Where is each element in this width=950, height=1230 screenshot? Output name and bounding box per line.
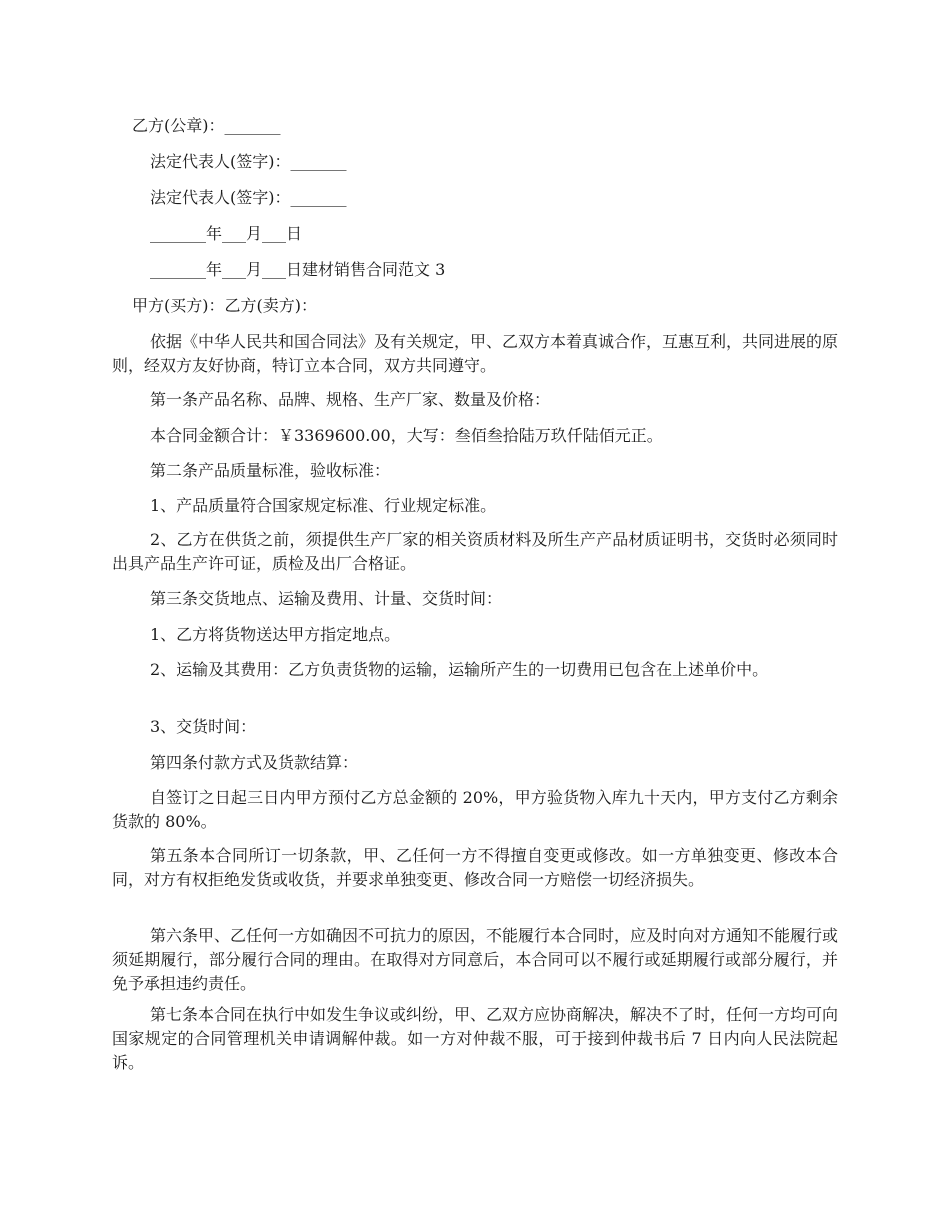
article-3-item-1: 1、乙方将货物送达甲方指定地点。 <box>150 625 401 644</box>
date-line-with-title: _______年___月___日建材销售合同范文 3 <box>150 260 446 279</box>
article-2-item-2: 2、乙方在供货之前，须提供生产厂家的相关资质材料及所生产产品材质证明书，交货时必须同时出具产品生产许可证，质检及出厂合格证。 <box>112 530 838 573</box>
article-4-title: 第四条付款方式及货款结算： <box>150 753 359 772</box>
legal-representative-signature-line: 法定代表人(签字)：_______ <box>150 152 347 171</box>
legal-representative-signature-line: 法定代表人(签字)：_______ <box>150 188 347 207</box>
article-2-title: 第二条产品质量标准，验收标准： <box>150 461 391 480</box>
article-5: 第五条本合同所订一切条款，甲、乙任何一方不得擅自变更或修改。如一方单独变更、修改本合同，对方有权拒绝发货或收货，并要求单独变更、修改合同一方赔偿一切经济损失。 <box>112 846 838 889</box>
article-3-title: 第三条交货地点、运输及费用、计量、交货时间： <box>150 589 503 608</box>
date-line: _______年___月___日 <box>150 224 303 243</box>
article-6: 第六条甲、乙任何一方如确因不可抗力的原因，不能履行本合同时，应及时向对方通知不能履行或须延期履行，部分履行合同的理由。在取得对方同意后，本合同可以不履行或延期履行或部分履行，并免予承担违约责任。 <box>112 926 839 993</box>
contract-parties: 甲方(买方)：乙方(卖方)： <box>132 296 317 315</box>
article-4-body: 自签订之日起三日内甲方预付乙方总金额的 20%，甲方验货物入库九十天内，甲方支付乙方剩余货款的 80%。 <box>112 788 838 831</box>
contract-preamble: 依据《中华人民共和国合同法》及有关规定，甲、乙双方本着真诚合作，互惠互利，共同进展的原则，经双方友好协商，特订立本合同，双方共同遵守。 <box>112 332 839 375</box>
article-1-title: 第一条产品名称、品牌、规格、生产厂家、数量及价格： <box>150 390 551 409</box>
total-amount: 本合同金额合计：￥3369600.00，大写：叁佰叁拾陆万玖仟陆佰元正。 <box>150 426 663 445</box>
article-3-item-2: 2、运输及其费用：乙方负责货物的运输，运输所产生的一切费用已包含在上述单价中。 <box>150 660 769 679</box>
party-b-seal-line: 乙方(公章)：_______ <box>132 116 281 135</box>
article-3-item-3: 3、交货时间： <box>150 717 257 736</box>
article-2-item-1: 1、产品质量符合国家规定标准、行业规定标准。 <box>150 496 497 515</box>
article-7: 第七条本合同在执行中如发生争议或纠纷，甲、乙双方应协商解决，解决不了时，任何一方均可向国家规定的合同管理机关申请调解仲裁。如一方对仲裁不服，可于接到仲裁书后 7 日内向人民法院起诉。 <box>112 1005 839 1072</box>
